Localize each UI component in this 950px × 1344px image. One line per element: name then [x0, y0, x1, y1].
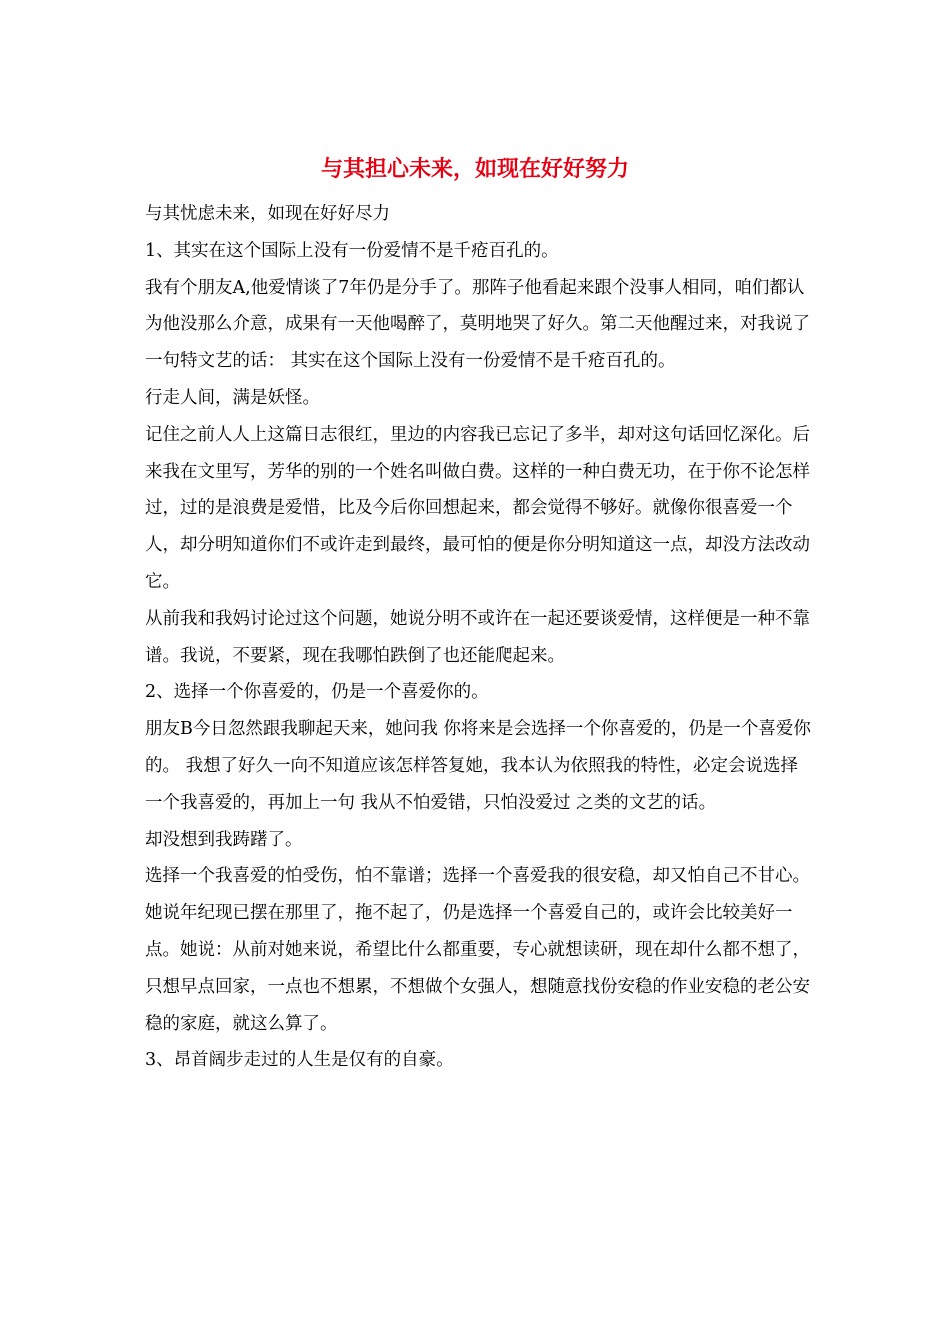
- paragraph: 与其忧虑未来，如现在好好尽力: [145, 204, 390, 224]
- paragraph: 朋友B今日忽然跟我聊起天来，她问我 你将来是会选择一个你喜爱的，仍是一个喜爱你的。 我想了好久一向不知道应该怎样答复她，我本认为依照我的特性，必定会说选择一个我喜爱的，再加上一句 我从不怕爱错，只怕没爱过 之类的文艺的话。: [145, 719, 811, 813]
- section-heading-2: 2、选择一个你喜爱的，仍是一个喜爱你的。: [145, 682, 489, 703]
- section-heading-1: 1、其实在这个国际上没有一份爱情不是千疮百孔的。: [145, 240, 559, 261]
- paragraph: 她说年纪现已摆在那里了，拖不起了，仍是选择一个喜爱自己的，或许会比较美好一点。她说：从前对她来说，希望比什么都重要，专心就想读研，现在却什么都不想了，只想早点回家，一点也不想累，不想做个女强人，想随意找份安稳的作业安稳的老公安稳的家庭，就这么算了。: [145, 903, 810, 1034]
- paragraph: 行走人间，满是妖怪。: [145, 387, 320, 408]
- paragraph: 从前我和我妈讨论过这个问题，她说分明不或许在一起还要谈爱情，这样便是一种不靠谱。我说，不要紧，现在我哪怕跌倒了也还能爬起来。: [145, 608, 810, 666]
- paragraph: 却没想到我踌躇了。: [145, 829, 303, 850]
- section-heading-3: 3、昂首阔步走过的人生是仅有的自豪。: [145, 1050, 454, 1071]
- document-title: 与其担心未来，如现在好好努力: [320, 156, 629, 182]
- document-body: [145, 196, 815, 1079]
- paragraph: 记住之前人人上这篇日志很红，里边的内容我已忘记了多半，却对这句话回忆深化。后来我在文里写，芳华的别的一个姓名叫做白费。这样的一种白费无功，在于你不论怎样过，过的是浪费是爱惜，比及今后你回想起来，都会觉得不够好。就像你很喜爱一个人，却分明知道你们不或许走到最终，最可怕的便是你分明知道这一点，却没方法改动它。: [145, 424, 810, 592]
- paragraph: 我有个朋友A,他爱情谈了7年仍是分手了。那阵子他看起来跟个没事人相同，咱们都认为他没那么介意，成果有一天他喝醉了，莫明地哭了好久。第二天他醒过来，对我说了一句特文艺的话： 其实在这个国际上没有一份爱情不是千疮百孔的。: [145, 277, 810, 372]
- paragraph: 选择一个我喜爱的怕受伤，怕不靠谱；选择一个喜爱我的很安稳，却又怕自己不甘心。: [145, 866, 810, 887]
